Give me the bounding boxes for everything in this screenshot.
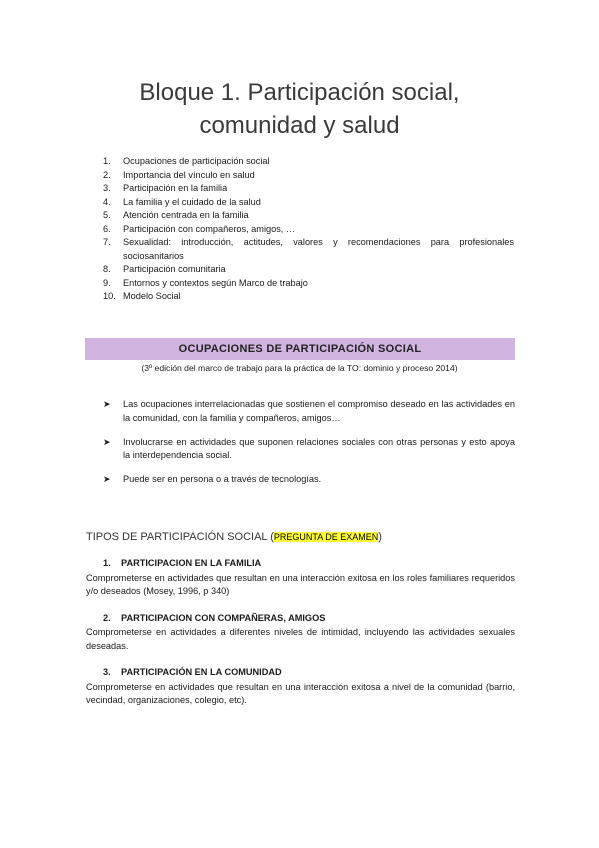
- toc-label: La familia y el cuidado de la salud: [123, 196, 261, 207]
- toc-number: 4.: [103, 196, 111, 207]
- toc-item: [103, 236, 514, 263]
- toc-label: Sexualidad: introducción, actitudes, valores y recomendaciones para profesionales sociosanitarios: [123, 237, 514, 261]
- toc-number: 10.: [103, 291, 116, 301]
- type-number: 2.: [103, 612, 111, 623]
- document-title: [0, 76, 599, 142]
- toc-item: [103, 223, 514, 237]
- toc-label: Participación con compañeros, amigos, …: [123, 223, 296, 234]
- type-title: [86, 612, 515, 626]
- type-description: Comprometerse en actividades que resultan en una interacción exitosa en los roles familiares requeridos y/o deseados (Mosey, 1996, p 340): [86, 572, 515, 596]
- toc-item: [103, 155, 514, 169]
- arrow-bullet-icon: ➤: [103, 399, 111, 409]
- type-block: [86, 666, 515, 708]
- type-title: [86, 557, 515, 571]
- toc-item: [103, 196, 514, 210]
- toc-label: Importancia del vínculo en salud: [123, 169, 255, 180]
- toc-label: Participación en la familia: [123, 183, 228, 193]
- edition-note: (3º edición del marco de trabajo para la práctica de la TO: dominio y proceso 2014): [141, 363, 458, 373]
- toc-label: Modelo Social: [123, 291, 181, 301]
- toc-label: Participación comunitaria: [123, 264, 226, 274]
- arrow-bullet-icon: ➤: [103, 436, 111, 447]
- type-block: [86, 557, 515, 599]
- table-of-contents: [103, 155, 514, 304]
- type-description: Comprometerse en actividades a diferentes niveles de intimidad, incluyendo las actividades sexuales deseadas.: [86, 627, 515, 651]
- type-description: Comprometerse en actividades que resultan en una interacción exitosa a nivel de la comunidad (barrio, vecindad, organizaciones, colegio, etc).: [86, 681, 515, 705]
- toc-item: [103, 263, 514, 277]
- bullet-item: [103, 436, 515, 463]
- toc-label: Entornos y contextos según Marco de trabajo: [123, 277, 308, 288]
- type-title: [86, 666, 515, 680]
- toc-number: 7.: [103, 237, 111, 247]
- toc-number: 5.: [103, 210, 111, 220]
- toc-label: Ocupaciones de participación social: [123, 156, 270, 166]
- section-heading-text: TIPOS DE PARTICIPACIÓN SOCIAL: [86, 531, 268, 543]
- toc-number: 3.: [103, 183, 111, 193]
- bullet-text: Puede ser en persona o a través de tecnologías.: [123, 474, 322, 484]
- toc-item: [103, 290, 514, 304]
- toc-label: Atención centrada en la familia: [123, 210, 249, 220]
- exam-question-highlight: PREGUNTA DE EXAMEN: [273, 532, 379, 542]
- bullet-item: [103, 398, 515, 425]
- participation-types: [86, 557, 515, 721]
- title-line-1: Bloque 1. Participación social,: [139, 79, 460, 106]
- bullet-item: [103, 473, 515, 487]
- type-title-text: PARTICIPACIÓN EN LA COMUNIDAD: [121, 667, 282, 677]
- toc-number: 9.: [103, 277, 111, 288]
- toc-item: [103, 169, 514, 183]
- bullet-text: Involucrarse en actividades que suponen relaciones sociales con otras personas y esto apoya la interdependencia social.: [123, 436, 515, 460]
- type-title-text: PARTICIPACION CON COMPAÑERAS, AMIGOS: [121, 612, 326, 623]
- section-heading: TIPOS DE PARTICIPACIÓN SOCIAL (PREGUNTA DE EXAMEN): [86, 531, 382, 543]
- toc-item: [103, 277, 514, 291]
- toc-number: 2.: [103, 169, 111, 180]
- toc-number: 8.: [103, 264, 111, 274]
- section-banner: OCUPACIONES DE PARTICIPACIÓN SOCIAL: [85, 338, 515, 360]
- toc-number: 6.: [103, 223, 111, 234]
- type-block: [86, 612, 515, 654]
- bullet-text: Las ocupaciones interrelacionadas que sostienen el compromiso deseado en las actividades en la comunidad, con la familia y compañeros, amigos…: [123, 399, 515, 423]
- toc-number: 1.: [103, 156, 111, 166]
- type-number: 1.: [103, 558, 111, 568]
- bullet-list: [103, 398, 515, 497]
- toc-item: [103, 209, 514, 223]
- type-number: 3.: [103, 667, 111, 677]
- toc-item: [103, 182, 514, 196]
- title-line-2: comunidad y salud: [199, 112, 400, 139]
- arrow-bullet-icon: ➤: [103, 474, 111, 484]
- type-title-text: PARTICIPACION EN LA FAMILIA: [121, 558, 262, 568]
